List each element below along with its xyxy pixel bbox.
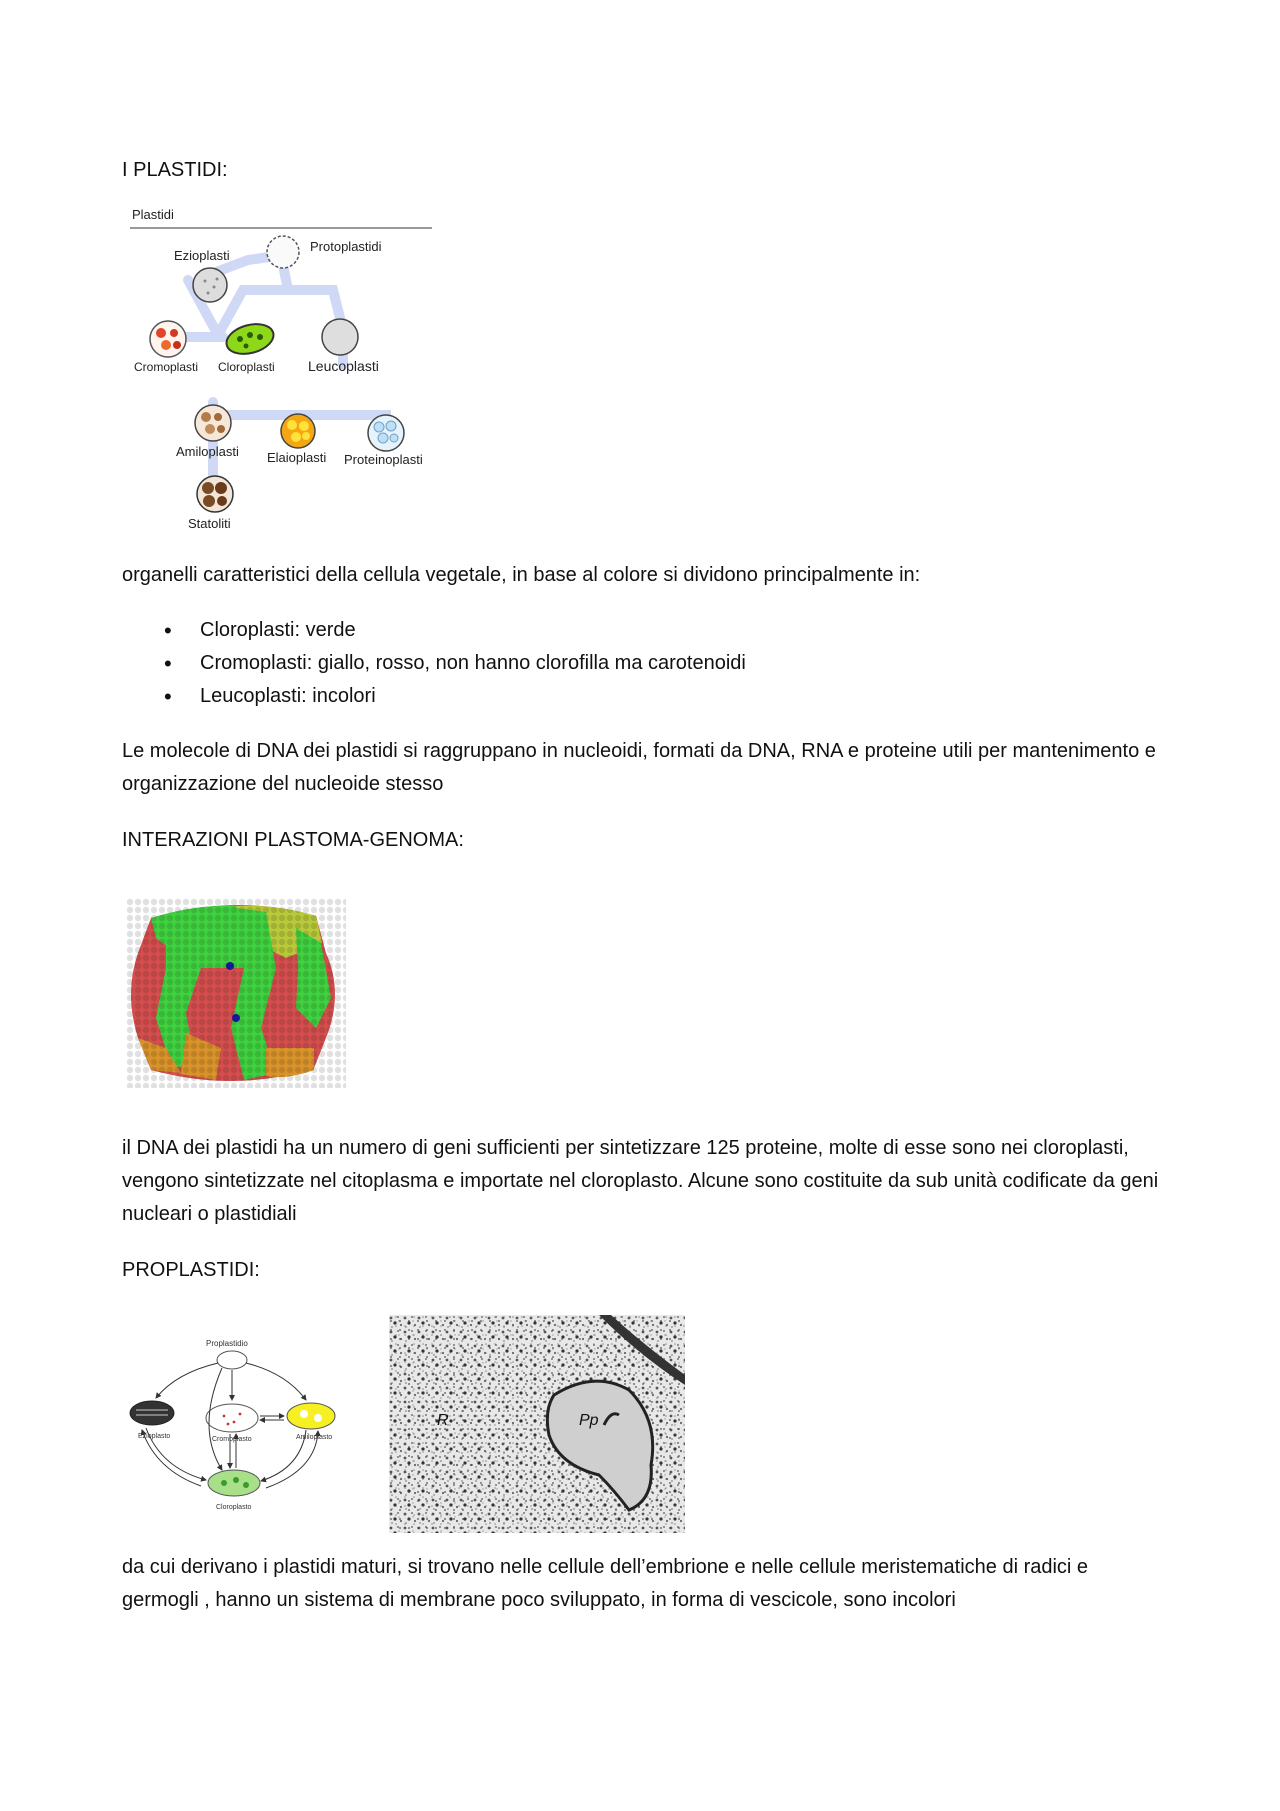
- label-cloroplasti: Cloroplasti: [218, 360, 275, 374]
- label-proplastidio: Proplastidio: [206, 1339, 248, 1348]
- heading-interazioni: INTERAZIONI PLASTOMA-GENOMA:: [122, 829, 464, 851]
- label-ezioplasto: Ezioplasto: [138, 1433, 171, 1440]
- micrograph-image: [389, 1315, 685, 1533]
- paragraph-dna: Le molecole di DNA dei plastidi si raggruppano in nucleoidi, formati da DNA, RNA e proteine utili per mantenimento e organizzazione del nucleoide stesso: [122, 740, 1156, 795]
- statoliti-organelle: [197, 476, 233, 512]
- protoplastidi-organelle: [267, 236, 299, 268]
- list-item: • Cromoplasti: giallo, rosso, non hanno clorofilla ma carotenoidi: [160, 647, 746, 680]
- paragraph-derivano: da cui derivano i plastidi maturi, si trovano nelle cellule dell’embrione e nelle cellule meristematiche di radici e germogli , hanno un sistema di membrane poco sviluppato, in forma di vescicole, sono incolori: [122, 1556, 1089, 1611]
- label-proteinoplasti: Proteinoplasti: [344, 452, 423, 467]
- label-cloroplasto: Cloroplasto: [216, 1504, 252, 1511]
- plastidi-diagram: [128, 205, 444, 535]
- label-amiloplasto: Amiloplasto: [296, 1434, 333, 1441]
- paragraph-geni: il DNA dei plastidi ha un numero di geni sufficienti per sintetizzare 125 proteine, molte di esse sono nei cloroplasti, vengono sintetizzate nel citoplasma e importate nel cloroplasto. Alcune sono costituite da sub unità codificate da geni nucleari o plastidiali: [122, 1137, 1159, 1225]
- label-ezioplasti: Ezioplasti: [174, 248, 230, 263]
- diagram-title: Plastidi: [132, 207, 174, 222]
- ezioplasti-organelle: [193, 268, 227, 302]
- list-item: • Leucoplasti: incolori: [160, 680, 746, 713]
- amiloplasti-organelle: [195, 405, 231, 441]
- bullet-list: [160, 614, 746, 713]
- label-cromoplasti: Cromoplasti: [134, 360, 199, 374]
- label-cromoplasto: Cromoplasto: [212, 1436, 252, 1443]
- heading-plastidi: I PLASTIDI:: [122, 159, 228, 181]
- leucoplasti-organelle: [322, 319, 358, 355]
- label-elaioplasti: Elaioplasti: [267, 450, 327, 465]
- paragraph-intro: organelli caratteristici della cellula vegetale, in base al colore si dividono principalmente in:: [122, 564, 921, 586]
- cromoplasti-organelle: [150, 321, 186, 357]
- heading-proplastidi: PROPLASTIDI:: [122, 1259, 260, 1281]
- proteinoplasti-organelle: [368, 415, 404, 451]
- label-leucoplasti: Leucoplasti: [308, 358, 379, 374]
- label-amiloplasti: Amiloplasti: [176, 444, 239, 459]
- elaioplasti-organelle: [281, 414, 315, 448]
- protein-complex-image: [126, 898, 346, 1088]
- label-statoliti: Statoliti: [188, 516, 231, 531]
- label-r: R: [437, 1412, 449, 1429]
- proplastidi-diagram: [126, 1338, 348, 1516]
- label-protoplastidi: Protoplastidi: [310, 239, 382, 254]
- label-pp: Pp: [579, 1412, 599, 1429]
- cloroplasti-organelle: [223, 319, 277, 358]
- list-item: • Cloroplasti: verde: [160, 614, 746, 647]
